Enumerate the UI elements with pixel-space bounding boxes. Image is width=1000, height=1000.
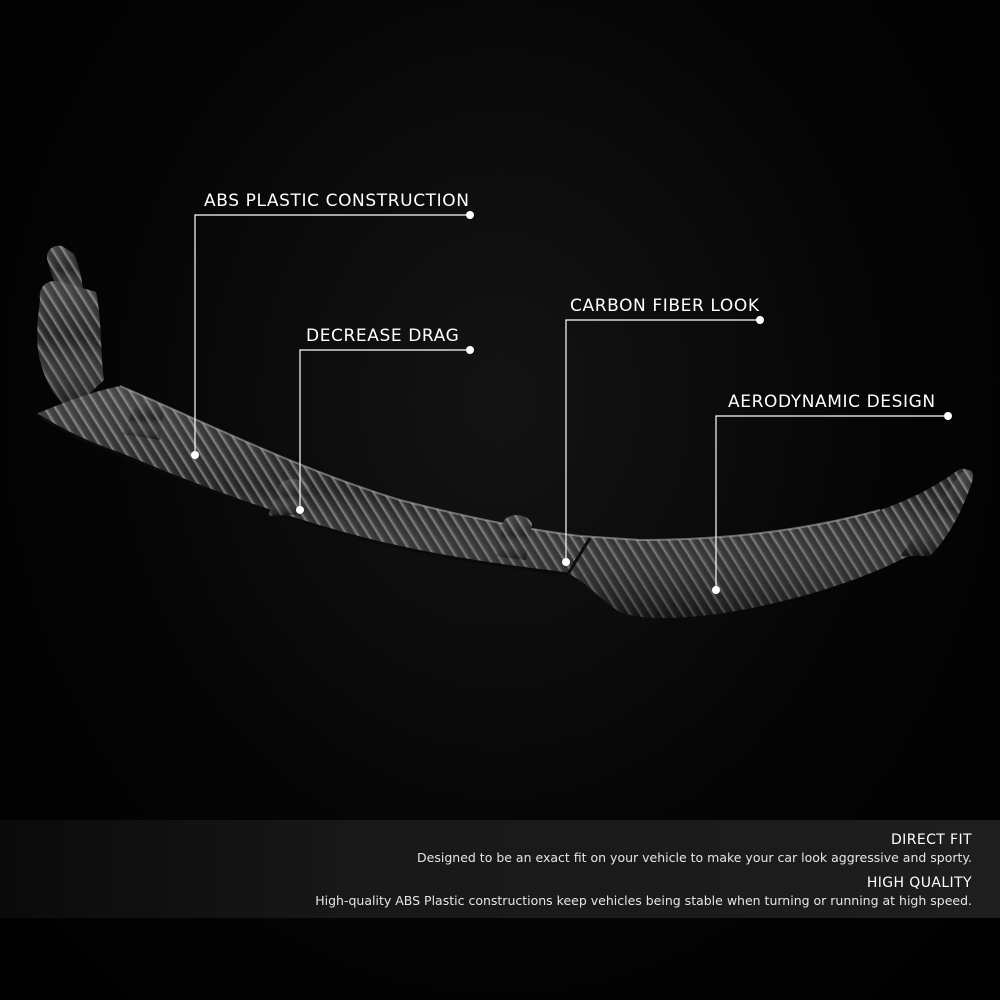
main-lip-body — [36, 386, 971, 618]
aero-fin-3 — [496, 515, 532, 560]
left-end-cap — [37, 246, 104, 410]
callout-carbon-fiber-look: CARBON FIBER LOOK — [570, 296, 760, 316]
callout-line-carbon — [562, 316, 764, 566]
callout-aerodynamic-design: AERODYNAMIC DESIGN — [728, 392, 936, 412]
feature-title-direct-fit: DIRECT FIT — [891, 832, 972, 848]
feature-title-high-quality: HIGH QUALITY — [866, 875, 972, 891]
callout-decrease-drag: DECREASE DRAG — [306, 326, 460, 346]
feature-description-direct-fit: Designed to be an exact fit on your vehicle to make your car look aggressive and sporty. — [417, 850, 972, 865]
feature-info-panel — [0, 820, 1000, 918]
feature-description-high-quality: High-quality ABS Plastic constructions keep vehicles being stable when turning or running at high speed. — [315, 893, 972, 908]
callout-abs-plastic-construction: ABS PLASTIC CONSTRUCTION — [204, 191, 470, 211]
